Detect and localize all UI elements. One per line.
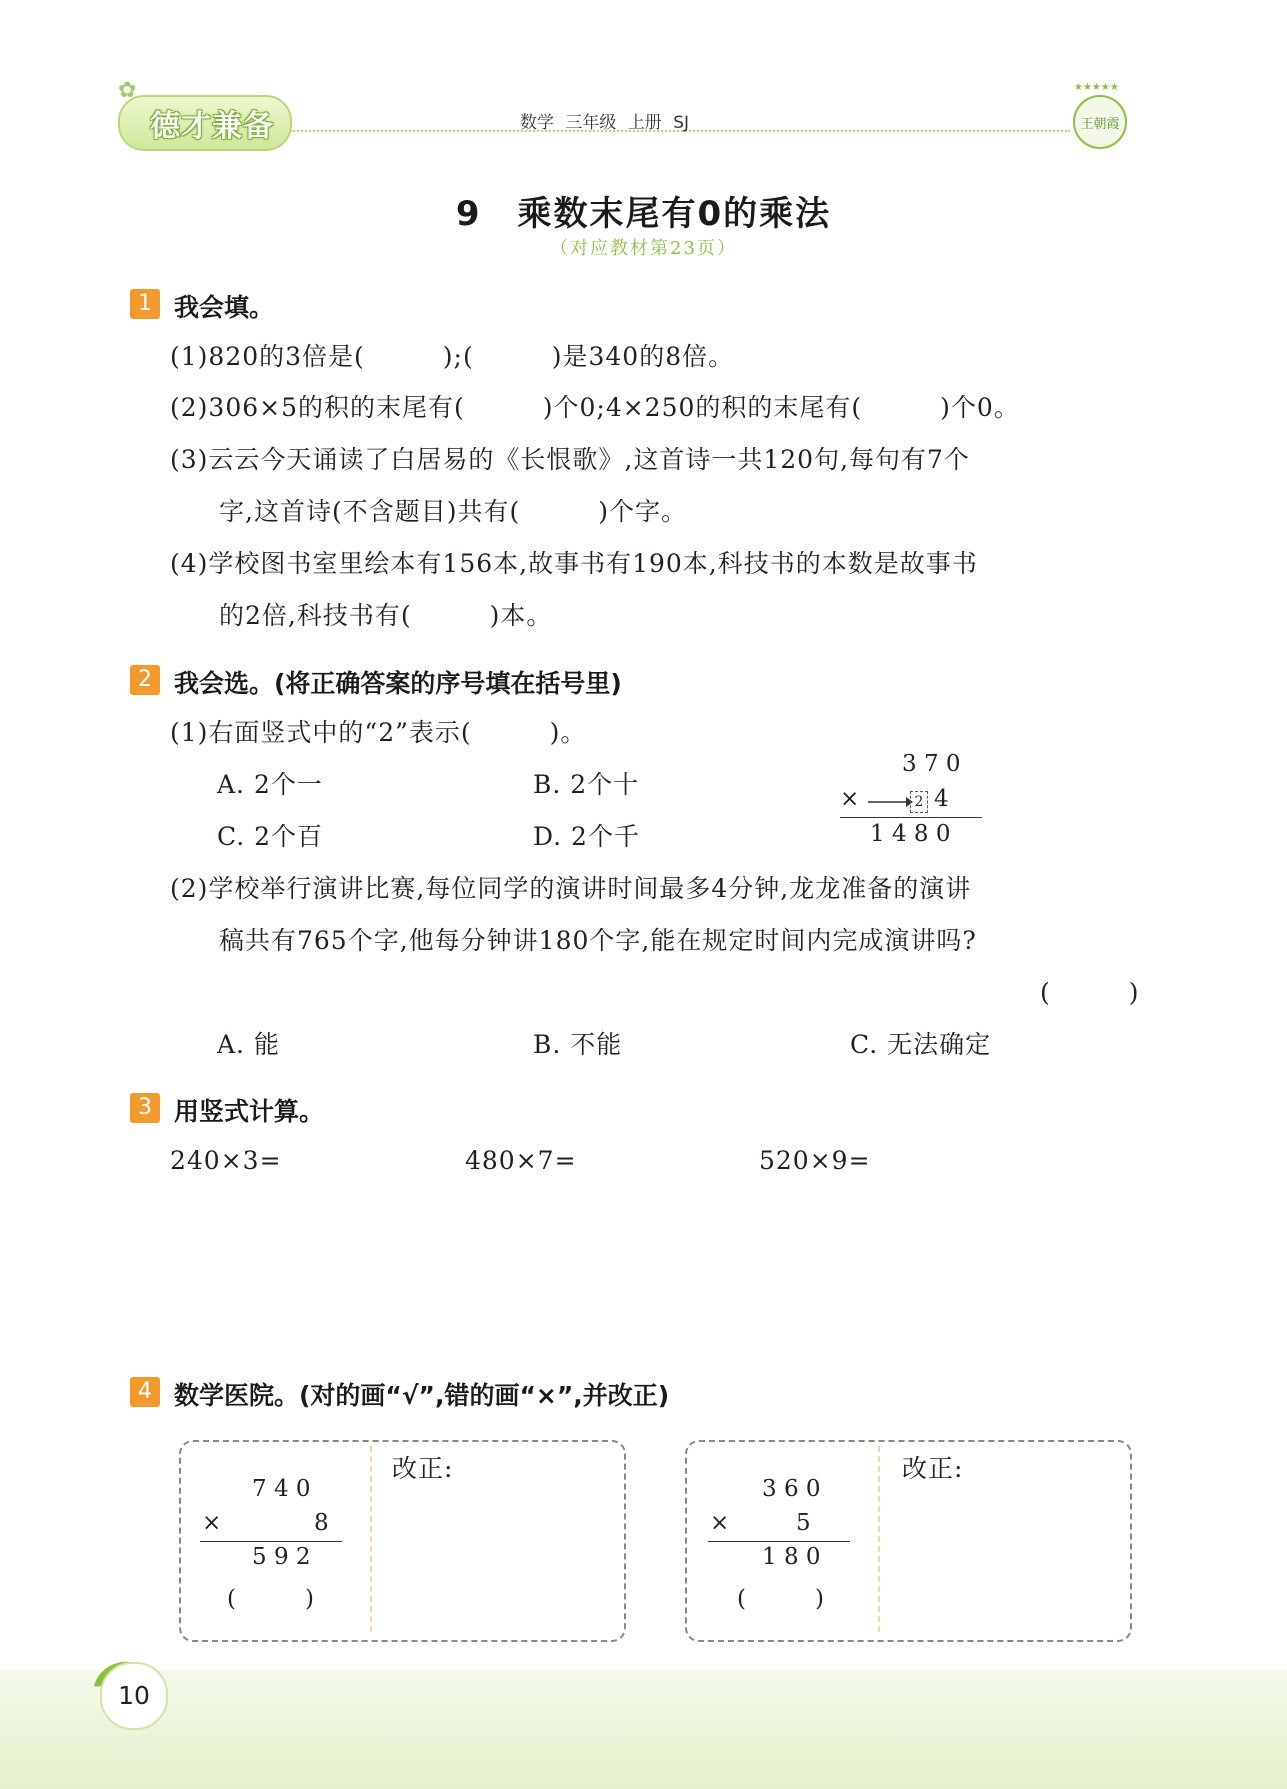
box-1-line <box>200 1541 342 1542</box>
s2-q2-line-2: 稿共有765个字,他每分钟讲180个字,能在规定时间内完成演讲吗? <box>219 926 977 955</box>
s2-q2-option-a: A. 能 <box>217 1030 280 1059</box>
s2-calc-times: × <box>840 786 860 812</box>
box-2-divider <box>878 1446 880 1632</box>
brand-text: 德才兼备 <box>150 109 274 144</box>
s2-calc-boxed-digit: 2 <box>910 791 928 813</box>
volume: 上册 <box>627 113 662 133</box>
s2-q1-option-d: D. 2个千 <box>533 822 640 851</box>
box-1-top: 7 4 0 <box>252 1476 311 1502</box>
svg-text:王朝霞: 王朝霞 <box>1080 117 1120 132</box>
box-2-top: 3 6 0 <box>762 1476 821 1502</box>
svg-text:★★★★★: ★★★★★ <box>1074 82 1119 93</box>
s1-line-4: 字,这首诗(不含题目)共有( )个字。 <box>219 497 687 526</box>
s1-line-3: (3)云云今天诵读了白居易的《长恨歌》,这首诗一共120句,每句有7个 <box>170 445 970 474</box>
s1-line-6: 的2倍,科技书有( )本。 <box>219 601 553 630</box>
s1-line-1: (1)820的3倍是( );( )是340的8倍。 <box>170 342 735 371</box>
page-title: 9 乘数末尾有0的乘法 <box>455 194 832 234</box>
box-1-judge-paren: ( ) <box>227 1586 314 1612</box>
section-4-number: 4 <box>130 1377 160 1407</box>
section-1-number: 1 <box>130 289 160 319</box>
box-2-judge-paren: ( ) <box>737 1586 824 1612</box>
box-1-fix-label: 改正: <box>392 1454 454 1483</box>
section-4-title: 数学医院。(对的画“√”,错的画“×”,并改正) <box>174 1381 670 1410</box>
section-2-title: 我会选。(将正确答案的序号填在括号里) <box>174 669 622 698</box>
section-3-number: 3 <box>130 1093 160 1123</box>
box-2-result: 1 8 0 <box>762 1544 821 1570</box>
box-2-multiplier: 5 <box>796 1510 811 1536</box>
s2-q1-option-b: B. 2个十 <box>533 770 640 799</box>
s3-item-2: 480×7= <box>465 1146 577 1175</box>
edition: SJ <box>673 113 690 133</box>
s2-q1: (1)右面竖式中的“2”表示( )。 <box>170 718 587 747</box>
section-3-title: 用竖式计算。 <box>174 1097 325 1126</box>
footer-background <box>0 1670 1287 1789</box>
page-number: 10 <box>100 1662 168 1730</box>
s2-q1-option-a: A. 2个一 <box>217 770 323 799</box>
palm-icon: ✿ <box>118 78 137 103</box>
s2-q2-option-c: C. 无法确定 <box>850 1030 992 1059</box>
s2-calc-line <box>840 817 982 818</box>
s3-item-3: 520×9= <box>759 1146 871 1175</box>
s3-item-1: 240×3= <box>170 1146 282 1175</box>
grade: 三年级 <box>565 113 617 133</box>
publisher-seal-icon <box>1068 78 1132 154</box>
s2-q2-answer-paren: ( ) <box>1040 978 1140 1007</box>
s1-line-5: (4)学校图书室里绘本有156本,故事书有190本,科技书的本数是故事书 <box>170 549 978 578</box>
s2-q2-line-1: (2)学校举行演讲比赛,每位同学的演讲时间最多4分钟,龙龙准备的演讲 <box>170 874 972 903</box>
box-2-fix-label: 改正: <box>902 1454 964 1483</box>
page-subtitle: （对应教材第23页） <box>550 238 737 259</box>
s2-q1-option-c: C. 2个百 <box>217 822 324 851</box>
s2-q2-option-b: B. 不能 <box>533 1030 623 1059</box>
box-2-line <box>708 1541 850 1542</box>
box-2-times: × <box>710 1510 730 1536</box>
box-1-result: 5 9 2 <box>252 1544 311 1570</box>
header-meta <box>520 108 689 133</box>
s2-calc-result: 1 4 8 0 <box>870 821 951 847</box>
box-1-times: × <box>202 1510 222 1536</box>
box-1-divider <box>370 1446 372 1632</box>
arrow-icon <box>866 792 914 812</box>
s2-calc-multiplier: 4 <box>934 786 949 812</box>
s2-calc-top: 3 7 0 <box>902 751 961 777</box>
s1-line-2: (2)306×5的积的末尾有( )个0;4×250的积的末尾有( )个0。 <box>170 393 1020 422</box>
section-1-title: 我会填。 <box>174 293 275 322</box>
subject: 数学 <box>520 113 554 133</box>
section-2-number: 2 <box>130 665 160 695</box>
box-1-multiplier: 8 <box>314 1510 329 1536</box>
